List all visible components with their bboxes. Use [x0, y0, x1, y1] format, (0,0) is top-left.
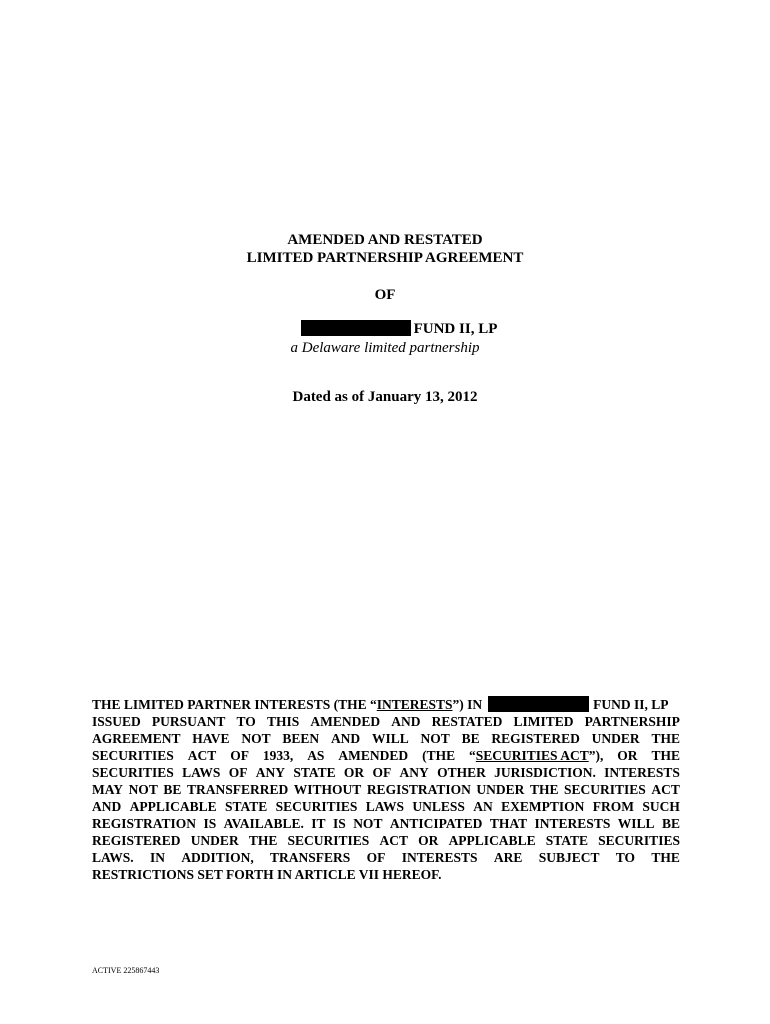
- legend-word: TO: [236, 714, 256, 729]
- defined-term-interests: INTERESTS: [376, 697, 453, 712]
- legend-word: OR: [343, 765, 365, 780]
- legend-word: MAY: [92, 782, 124, 797]
- legend-line-4: [92, 747, 680, 764]
- legend-word: IN: [149, 850, 165, 865]
- legend-word: BE: [661, 816, 680, 831]
- legend-word: AMENDED: [310, 714, 381, 729]
- legend-word: REGISTRATION: [92, 816, 197, 831]
- legend-line-8: [92, 815, 680, 832]
- legend-word: TRANSFERRED: [186, 782, 289, 797]
- legend-word: THE: [248, 833, 278, 848]
- legend-word: THE: [651, 748, 680, 763]
- legend-word: STATE: [224, 799, 268, 814]
- legend-word: SUBJECT: [538, 850, 600, 865]
- legend-word: ACT: [379, 833, 408, 848]
- fund-name: FUND II, LP: [413, 321, 498, 337]
- legend-word: UNDER: [190, 833, 239, 848]
- legend-word: IT: [311, 816, 326, 831]
- legend-word: LAWS: [365, 799, 405, 814]
- legend-word: THIS: [266, 714, 300, 729]
- legend-word: REGISTERED: [92, 833, 181, 848]
- legend-word: AND: [92, 799, 122, 814]
- legend-word: (THE: [422, 748, 456, 763]
- legend-text: ”) IN: [452, 697, 483, 712]
- legend-word: UNDER: [591, 731, 640, 746]
- quote-mark: “: [469, 748, 476, 763]
- legend-word: BE: [461, 731, 480, 746]
- legend-line-7: [92, 798, 680, 815]
- legend-word: SUCH: [642, 799, 680, 814]
- legend-word: AVAILABLE.: [223, 816, 304, 831]
- legend-word: ANY: [255, 765, 285, 780]
- quote-mark: ”),: [588, 748, 604, 763]
- legend-word: ANTICIPATED: [389, 816, 483, 831]
- legend-word: ANY: [399, 765, 429, 780]
- legend-word: REGISTERED: [491, 731, 580, 746]
- legend-fund-name: FUND II, LP: [593, 697, 669, 712]
- legend-word: ADDITION,: [181, 850, 254, 865]
- legend-line-6: [92, 781, 680, 798]
- title-line-1: AMENDED AND RESTATED: [287, 232, 483, 248]
- legend-word: NOT: [353, 816, 383, 831]
- legend-word: OF: [230, 748, 249, 763]
- title-line-2: LIMITED PARTNERSHIP AGREEMENT: [246, 250, 524, 266]
- legend-word: SECURITIES: [598, 833, 680, 848]
- legend-word: HAVE: [192, 731, 230, 746]
- legend-word: THAT: [489, 816, 528, 831]
- legend-word: APPLICABLE: [129, 799, 217, 814]
- legend-word: AN: [473, 799, 493, 814]
- legend-line-1: [92, 696, 680, 713]
- legend-line-5: [92, 764, 680, 781]
- legend-word: SECURITIES: [92, 748, 174, 763]
- legend-word: 1933,: [262, 748, 294, 763]
- legend-word: WILL: [371, 731, 409, 746]
- legend-word: AMENDED: [338, 748, 409, 763]
- legend-securities-act-term: [469, 747, 603, 764]
- legend-word: WITHOUT: [293, 782, 362, 797]
- entity-type: a Delaware limited partnership: [290, 340, 480, 356]
- legend-word: LIMITED: [513, 714, 574, 729]
- legend-word: ACT: [187, 748, 217, 763]
- legend-word: SECURITIES: [287, 833, 370, 848]
- legend-word: OR: [617, 748, 638, 763]
- legend-word: ARE: [493, 850, 523, 865]
- legend-text: THE LIMITED PARTNER INTERESTS (THE “: [92, 697, 377, 712]
- legend-word: ACT: [651, 782, 680, 797]
- legend-word: EXEMPTION: [501, 799, 585, 814]
- legend-word: REGISTRATION: [366, 782, 471, 797]
- legend-word: OF: [228, 765, 248, 780]
- legend-word: LAWS.: [92, 850, 134, 865]
- legend-word: BE: [163, 782, 182, 797]
- legend-word: AS: [307, 748, 325, 763]
- legend-word: OTHER: [437, 765, 486, 780]
- legend-word: UNLESS: [412, 799, 465, 814]
- legend-line-3: [92, 730, 680, 747]
- legend-word: INTERESTS: [604, 765, 680, 780]
- legend-word: NOT: [420, 731, 450, 746]
- legend-word: RESTATED: [431, 714, 503, 729]
- legend-word: AND: [391, 714, 421, 729]
- dated-line: Dated as of January 13, 2012: [292, 389, 478, 405]
- fund-name-line: [0, 320, 770, 338]
- legend-line-10: [92, 849, 680, 866]
- legend-word: SECURITIES: [564, 782, 646, 797]
- redaction-block: [301, 320, 411, 336]
- title-of: OF: [374, 287, 396, 303]
- legend-word: OF: [366, 850, 386, 865]
- legend-word: AND: [330, 731, 361, 746]
- redaction-block-inline: [488, 696, 589, 712]
- defined-term-securities-act: SECURITIES ACT: [475, 748, 589, 763]
- legend-word: NOT: [241, 731, 271, 746]
- legend-word: INTERESTS: [401, 850, 478, 865]
- legend-word: THE: [651, 850, 680, 865]
- legend-word: WILL: [617, 816, 655, 831]
- legend-word: UNDER: [476, 782, 525, 797]
- document-id-footer: ACTIVE 225867443: [92, 966, 160, 975]
- legend-word: THE: [529, 782, 559, 797]
- legend-word: TO: [615, 850, 636, 865]
- legend-word: OR: [418, 833, 439, 848]
- legend-word: THE: [651, 731, 680, 746]
- legend-word: AGREEMENT: [92, 731, 181, 746]
- legend-line-2: [92, 713, 680, 730]
- legend-word: FROM: [592, 799, 635, 814]
- legend-word: PARTNERSHIP: [584, 714, 680, 729]
- legend-word: JURISDICTION.: [494, 765, 596, 780]
- legend-word: NOT: [128, 782, 158, 797]
- legend-word: LAWS: [182, 765, 221, 780]
- legend-word: PURSUANT: [151, 714, 226, 729]
- legend-word: BEEN: [282, 731, 320, 746]
- legend-word: STATE: [545, 833, 589, 848]
- legend-word: APPLICABLE: [448, 833, 536, 848]
- legend-word: OF: [372, 765, 392, 780]
- legend-word: SECURITIES: [92, 765, 174, 780]
- legend-line-9: [92, 832, 680, 849]
- legend-word: TRANSFERS: [270, 850, 351, 865]
- legend-word: SECURITIES: [275, 799, 358, 814]
- legend-word: INTERESTS: [534, 816, 611, 831]
- legend-line-11: RESTRICTIONS SET FORTH IN ARTICLE VII HEREOF.: [92, 867, 442, 882]
- legend-word: IS: [332, 816, 346, 831]
- legend-word: STATE: [293, 765, 336, 780]
- legend-word: IS: [203, 816, 217, 831]
- legend-word: ISSUED: [92, 714, 141, 729]
